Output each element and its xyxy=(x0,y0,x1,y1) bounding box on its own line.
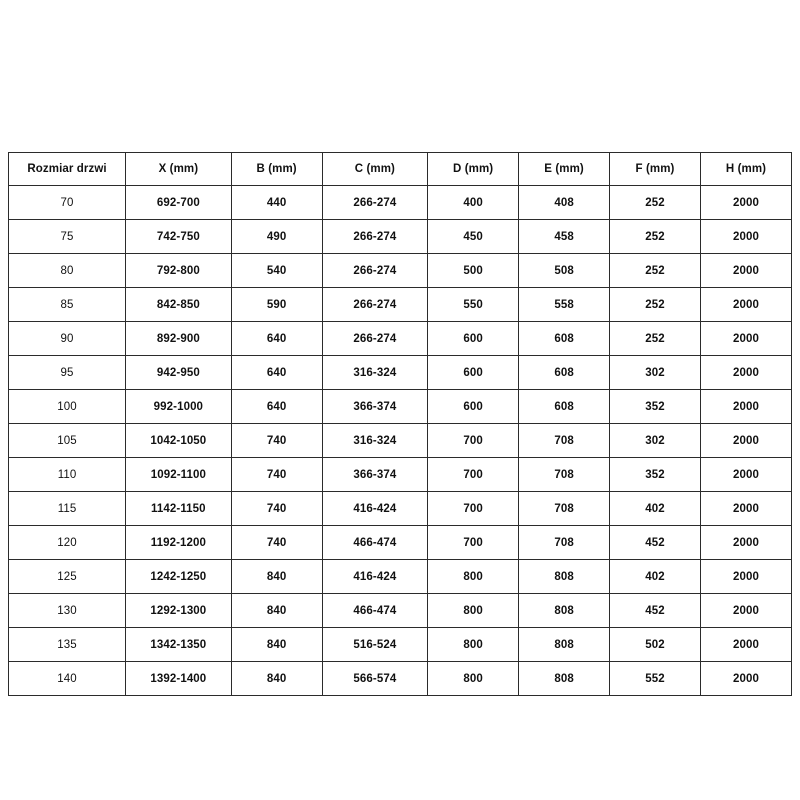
cell-b: 740 xyxy=(231,492,322,526)
cell-size: 80 xyxy=(9,254,126,288)
table-row xyxy=(9,390,792,424)
cell-d: 700 xyxy=(428,458,519,492)
cell-h: 2000 xyxy=(700,220,791,254)
table-row xyxy=(9,662,792,696)
cell-b: 640 xyxy=(231,356,322,390)
cell-size: 130 xyxy=(9,594,126,628)
cell-x: 1092-1100 xyxy=(126,458,232,492)
cell-x: 842-850 xyxy=(126,288,232,322)
table-row xyxy=(9,628,792,662)
cell-f: 402 xyxy=(610,560,701,594)
cell-e: 458 xyxy=(519,220,610,254)
cell-b: 740 xyxy=(231,526,322,560)
cell-b: 490 xyxy=(231,220,322,254)
cell-h: 2000 xyxy=(700,322,791,356)
cell-e: 708 xyxy=(519,526,610,560)
cell-e: 508 xyxy=(519,254,610,288)
cell-b: 740 xyxy=(231,458,322,492)
table-row xyxy=(9,594,792,628)
cell-h: 2000 xyxy=(700,424,791,458)
cell-f: 302 xyxy=(610,356,701,390)
table-row xyxy=(9,220,792,254)
cell-x: 1242-1250 xyxy=(126,560,232,594)
cell-h: 2000 xyxy=(700,458,791,492)
cell-h: 2000 xyxy=(700,560,791,594)
cell-e: 408 xyxy=(519,186,610,220)
table-row xyxy=(9,560,792,594)
cell-h: 2000 xyxy=(700,526,791,560)
cell-b: 640 xyxy=(231,390,322,424)
cell-x: 1292-1300 xyxy=(126,594,232,628)
cell-d: 800 xyxy=(428,628,519,662)
cell-d: 800 xyxy=(428,662,519,696)
cell-b: 840 xyxy=(231,560,322,594)
cell-e: 608 xyxy=(519,390,610,424)
cell-c: 316-324 xyxy=(322,356,428,390)
cell-x: 1192-1200 xyxy=(126,526,232,560)
specification-table xyxy=(8,152,792,696)
cell-b: 440 xyxy=(231,186,322,220)
cell-e: 808 xyxy=(519,560,610,594)
cell-c: 466-474 xyxy=(322,594,428,628)
cell-x: 1342-1350 xyxy=(126,628,232,662)
cell-e: 608 xyxy=(519,356,610,390)
cell-h: 2000 xyxy=(700,186,791,220)
cell-e: 608 xyxy=(519,322,610,356)
column-header-h: H (mm) xyxy=(700,153,791,186)
cell-b: 540 xyxy=(231,254,322,288)
table-row xyxy=(9,288,792,322)
cell-x: 1142-1150 xyxy=(126,492,232,526)
cell-x: 1042-1050 xyxy=(126,424,232,458)
cell-f: 352 xyxy=(610,390,701,424)
cell-e: 708 xyxy=(519,458,610,492)
cell-d: 550 xyxy=(428,288,519,322)
column-header-x: X (mm) xyxy=(126,153,232,186)
cell-b: 840 xyxy=(231,628,322,662)
column-header-e: E (mm) xyxy=(519,153,610,186)
cell-c: 266-274 xyxy=(322,186,428,220)
cell-b: 590 xyxy=(231,288,322,322)
cell-size: 100 xyxy=(9,390,126,424)
cell-e: 808 xyxy=(519,662,610,696)
cell-f: 252 xyxy=(610,288,701,322)
cell-h: 2000 xyxy=(700,594,791,628)
cell-size: 90 xyxy=(9,322,126,356)
cell-d: 700 xyxy=(428,526,519,560)
cell-x: 792-800 xyxy=(126,254,232,288)
cell-f: 252 xyxy=(610,220,701,254)
cell-d: 800 xyxy=(428,560,519,594)
column-header-size: Rozmiar drzwi xyxy=(9,153,126,186)
cell-size: 95 xyxy=(9,356,126,390)
cell-c: 366-374 xyxy=(322,458,428,492)
cell-h: 2000 xyxy=(700,288,791,322)
table-row xyxy=(9,492,792,526)
cell-e: 708 xyxy=(519,492,610,526)
cell-size: 120 xyxy=(9,526,126,560)
cell-d: 600 xyxy=(428,322,519,356)
cell-b: 740 xyxy=(231,424,322,458)
cell-h: 2000 xyxy=(700,254,791,288)
cell-size: 105 xyxy=(9,424,126,458)
cell-h: 2000 xyxy=(700,356,791,390)
cell-size: 115 xyxy=(9,492,126,526)
cell-f: 252 xyxy=(610,254,701,288)
cell-f: 252 xyxy=(610,322,701,356)
cell-f: 302 xyxy=(610,424,701,458)
cell-d: 800 xyxy=(428,594,519,628)
cell-x: 892-900 xyxy=(126,322,232,356)
cell-h: 2000 xyxy=(700,628,791,662)
cell-size: 70 xyxy=(9,186,126,220)
cell-x: 742-750 xyxy=(126,220,232,254)
table-row xyxy=(9,322,792,356)
cell-e: 808 xyxy=(519,594,610,628)
column-header-b: B (mm) xyxy=(231,153,322,186)
cell-x: 692-700 xyxy=(126,186,232,220)
cell-f: 352 xyxy=(610,458,701,492)
cell-h: 2000 xyxy=(700,390,791,424)
column-header-f: F (mm) xyxy=(610,153,701,186)
cell-c: 416-424 xyxy=(322,560,428,594)
cell-x: 992-1000 xyxy=(126,390,232,424)
cell-d: 700 xyxy=(428,424,519,458)
cell-c: 416-424 xyxy=(322,492,428,526)
cell-c: 266-274 xyxy=(322,322,428,356)
cell-c: 266-274 xyxy=(322,288,428,322)
cell-size: 110 xyxy=(9,458,126,492)
cell-d: 450 xyxy=(428,220,519,254)
table-row xyxy=(9,424,792,458)
table-row xyxy=(9,186,792,220)
specification-table-container xyxy=(8,152,792,696)
table-body xyxy=(9,186,792,696)
cell-x: 1392-1400 xyxy=(126,662,232,696)
cell-h: 2000 xyxy=(700,662,791,696)
table-row xyxy=(9,458,792,492)
cell-b: 840 xyxy=(231,594,322,628)
cell-c: 466-474 xyxy=(322,526,428,560)
cell-h: 2000 xyxy=(700,492,791,526)
cell-f: 552 xyxy=(610,662,701,696)
cell-f: 402 xyxy=(610,492,701,526)
cell-e: 708 xyxy=(519,424,610,458)
table-row xyxy=(9,356,792,390)
cell-e: 808 xyxy=(519,628,610,662)
cell-c: 266-274 xyxy=(322,254,428,288)
cell-size: 140 xyxy=(9,662,126,696)
cell-f: 452 xyxy=(610,594,701,628)
cell-f: 452 xyxy=(610,526,701,560)
cell-d: 400 xyxy=(428,186,519,220)
cell-x: 942-950 xyxy=(126,356,232,390)
cell-c: 316-324 xyxy=(322,424,428,458)
cell-d: 600 xyxy=(428,356,519,390)
cell-d: 600 xyxy=(428,390,519,424)
cell-size: 135 xyxy=(9,628,126,662)
cell-d: 500 xyxy=(428,254,519,288)
table-header-row xyxy=(9,153,792,186)
table-row xyxy=(9,526,792,560)
cell-e: 558 xyxy=(519,288,610,322)
cell-b: 640 xyxy=(231,322,322,356)
cell-c: 566-574 xyxy=(322,662,428,696)
table-row xyxy=(9,254,792,288)
cell-f: 502 xyxy=(610,628,701,662)
column-header-d: D (mm) xyxy=(428,153,519,186)
cell-size: 85 xyxy=(9,288,126,322)
cell-size: 125 xyxy=(9,560,126,594)
cell-f: 252 xyxy=(610,186,701,220)
cell-size: 75 xyxy=(9,220,126,254)
cell-c: 266-274 xyxy=(322,220,428,254)
cell-c: 366-374 xyxy=(322,390,428,424)
table-header xyxy=(9,153,792,186)
cell-b: 840 xyxy=(231,662,322,696)
cell-c: 516-524 xyxy=(322,628,428,662)
column-header-c: C (mm) xyxy=(322,153,428,186)
cell-d: 700 xyxy=(428,492,519,526)
